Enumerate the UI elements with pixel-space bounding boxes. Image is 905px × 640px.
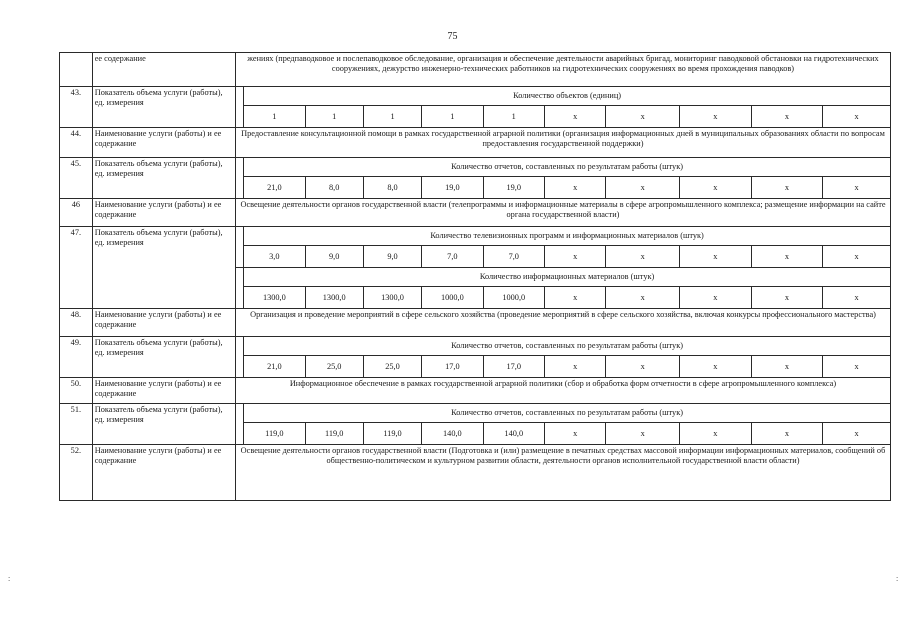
value-cell: 140,0 bbox=[422, 423, 483, 445]
service-description: Освещение деятельности органов государственной власти (Подготовка и (или) размещение в печатных средствах массовой информации информационных материалов, сообщений об общественно-политическом и культурном развитии области, деятельности органов исполнительной государственной власти области) bbox=[235, 445, 890, 501]
value-cell: 9,0 bbox=[363, 246, 421, 268]
row-label: Наименование услуги (работы) и ее содержание bbox=[92, 445, 235, 501]
value-cell: х bbox=[606, 423, 680, 445]
value-cell: 1300,0 bbox=[244, 287, 305, 309]
value-cell: х bbox=[751, 177, 823, 199]
value-cell: 1000,0 bbox=[422, 287, 483, 309]
margin-mark-left: : bbox=[8, 574, 11, 583]
value-cell: х bbox=[606, 246, 680, 268]
unit-label: Количество телевизионных программ и информационных материалов (штук) bbox=[244, 227, 891, 246]
service-description: Организация и проведение мероприятий в сфере сельского хозяйства (проведение мероприятий в сфере сельского хозяйства, включая конкурсы профессионального мастерства) bbox=[235, 309, 890, 337]
value-cell: 1 bbox=[483, 106, 544, 128]
row-number: 45. bbox=[60, 158, 93, 199]
spacer-cell bbox=[235, 337, 243, 378]
page-number: 75 bbox=[447, 31, 458, 42]
value-cell: х bbox=[680, 177, 752, 199]
value-cell: х bbox=[680, 423, 752, 445]
value-cell: х bbox=[606, 287, 680, 309]
spacer-cell bbox=[235, 158, 243, 199]
row-label: Наименование услуги (работы) и ее содержание bbox=[92, 309, 235, 337]
service-row bbox=[60, 445, 891, 501]
value-cell: 7,0 bbox=[422, 246, 483, 268]
value-cell: 1 bbox=[244, 106, 305, 128]
unit-label: Количество информационных материалов (штук) bbox=[244, 268, 891, 287]
value-cell: 25,0 bbox=[305, 356, 363, 378]
row-label: ее содержание bbox=[92, 53, 235, 87]
unit-label: Количество отчетов, составленных по результатам работы (штук) bbox=[244, 404, 891, 423]
value-cell: х bbox=[751, 423, 823, 445]
value-cell: 19,0 bbox=[422, 177, 483, 199]
row-number: 50. bbox=[60, 378, 93, 404]
value-cell: 1300,0 bbox=[363, 287, 421, 309]
value-cell: х bbox=[751, 246, 823, 268]
value-cell: х bbox=[544, 106, 605, 128]
value-cell: х bbox=[680, 356, 752, 378]
row-number: 49. bbox=[60, 337, 93, 378]
value-cell: х bbox=[823, 246, 891, 268]
row-number: 48. bbox=[60, 309, 93, 337]
value-cell: х bbox=[606, 106, 680, 128]
value-cell: 9,0 bbox=[305, 246, 363, 268]
service-description: жениях (предпаводковое и послепаводковое обследование, организация и обеспечение деятельности аварийных бригад, мониторинг паводковой обстановки на гидротехнических сооружениях, дежурство инженерно-технических работников на гидротехнических сооружениях во время прохождения паводков) bbox=[235, 53, 890, 87]
services-table bbox=[59, 52, 891, 501]
value-cell: 119,0 bbox=[305, 423, 363, 445]
value-cell: х bbox=[823, 106, 891, 128]
row-number: 51. bbox=[60, 404, 93, 445]
row-label: Наименование услуги (работы) и ее содержание bbox=[92, 378, 235, 404]
value-cell: 3,0 bbox=[244, 246, 305, 268]
row-label: Показатель объема услуги (работы), ед. измерения bbox=[92, 337, 235, 378]
value-cell: 8,0 bbox=[305, 177, 363, 199]
spacer-cell bbox=[235, 268, 243, 309]
value-cell: 119,0 bbox=[244, 423, 305, 445]
value-cell: х bbox=[823, 287, 891, 309]
indicator-unit-row bbox=[60, 404, 891, 423]
value-cell: х bbox=[544, 356, 605, 378]
service-row bbox=[60, 309, 891, 337]
unit-label: Количество объектов (единиц) bbox=[244, 87, 891, 106]
spacer-cell bbox=[235, 404, 243, 445]
unit-label: Количество отчетов, составленных по результатам работы (штук) bbox=[244, 337, 891, 356]
indicator-unit-row bbox=[60, 337, 891, 356]
indicator-unit-row bbox=[60, 87, 891, 106]
value-cell: 17,0 bbox=[422, 356, 483, 378]
value-cell: 21,0 bbox=[244, 356, 305, 378]
value-cell: 8,0 bbox=[363, 177, 421, 199]
value-cell: х bbox=[680, 287, 752, 309]
value-cell: х bbox=[544, 423, 605, 445]
unit-label: Количество отчетов, составленных по результатам работы (штук) bbox=[244, 158, 891, 177]
value-cell: 19,0 bbox=[483, 177, 544, 199]
value-cell: 140,0 bbox=[483, 423, 544, 445]
service-row bbox=[60, 199, 891, 227]
value-cell: х bbox=[606, 177, 680, 199]
row-number: 47. bbox=[60, 227, 93, 309]
value-cell: х bbox=[544, 246, 605, 268]
service-row bbox=[60, 378, 891, 404]
value-cell: х bbox=[823, 177, 891, 199]
value-cell: 7,0 bbox=[483, 246, 544, 268]
value-cell: х bbox=[823, 423, 891, 445]
row-number: 43. bbox=[60, 87, 93, 128]
row-label: Наименование услуги (работы) и ее содержание bbox=[92, 128, 235, 158]
value-cell: х bbox=[680, 106, 752, 128]
row-number bbox=[60, 53, 93, 87]
value-cell: х bbox=[606, 356, 680, 378]
value-cell: 1 bbox=[363, 106, 421, 128]
row-label: Показатель объема услуги (работы), ед. измерения bbox=[92, 158, 235, 199]
value-cell: 17,0 bbox=[483, 356, 544, 378]
value-cell: х bbox=[751, 287, 823, 309]
service-description: Предоставление консультационной помощи в рамках государственной аграрной политики (организация информационных дней в муниципальных образованиях области по вопросам предоставления государственной поддержки) bbox=[235, 128, 890, 158]
value-cell: х bbox=[751, 356, 823, 378]
indicator-unit-row bbox=[60, 227, 891, 246]
value-cell: 1 bbox=[305, 106, 363, 128]
value-cell: х bbox=[544, 287, 605, 309]
row-number: 44. bbox=[60, 128, 93, 158]
service-description: Информационное обеспечение в рамках государственной аграрной политики (сбор и обработка форм отчетности в сфере агропромышленного комплекса) bbox=[235, 378, 890, 404]
value-cell: 25,0 bbox=[363, 356, 421, 378]
service-row bbox=[60, 53, 891, 87]
value-cell: х bbox=[823, 356, 891, 378]
row-label: Показатель объема услуги (работы), ед. измерения bbox=[92, 404, 235, 445]
value-cell: х bbox=[544, 177, 605, 199]
row-number: 52. bbox=[60, 445, 93, 501]
value-cell: 21,0 bbox=[244, 177, 305, 199]
service-description: Освещение деятельности органов государственной власти (телепрограммы и информационные материалы в сфере агропромышленного комплекса; размещение информации на сайте органа государственной власти) bbox=[235, 199, 890, 227]
row-label: Показатель объема услуги (работы), ед. измерения bbox=[92, 87, 235, 128]
value-cell: 119,0 bbox=[363, 423, 421, 445]
value-cell: 1300,0 bbox=[305, 287, 363, 309]
service-row bbox=[60, 128, 891, 158]
row-label: Наименование услуги (работы) и ее содержание bbox=[92, 199, 235, 227]
row-label: Показатель объема услуги (работы), ед. измерения bbox=[92, 227, 235, 309]
value-cell: х bbox=[680, 246, 752, 268]
value-cell: х bbox=[751, 106, 823, 128]
row-number: 46 bbox=[60, 199, 93, 227]
value-cell: 1 bbox=[422, 106, 483, 128]
spacer-cell bbox=[235, 87, 243, 128]
indicator-unit-row bbox=[60, 158, 891, 177]
value-cell: 1000,0 bbox=[483, 287, 544, 309]
spacer-cell bbox=[235, 227, 243, 268]
margin-mark-right: : bbox=[896, 574, 899, 583]
